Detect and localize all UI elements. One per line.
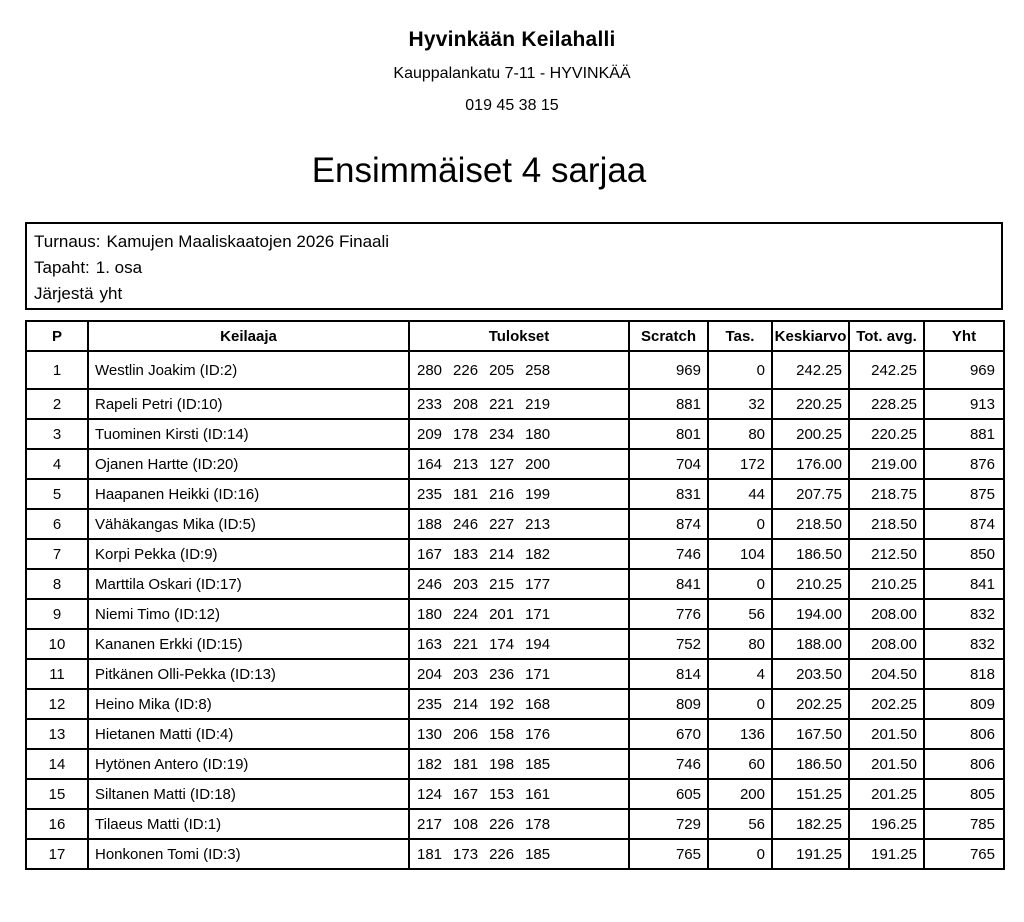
game-score: 213 — [525, 515, 551, 533]
yht-cell: 832 — [924, 599, 1004, 629]
table-header-row — [26, 321, 1004, 351]
tas-cell: 136 — [708, 719, 772, 749]
venue-phone: 019 45 38 15 — [465, 97, 559, 114]
game-score: 177 — [525, 575, 551, 593]
avg-cell: 242.25 — [772, 351, 849, 389]
game-score: 213 — [453, 455, 479, 473]
game-score: 167 — [453, 785, 479, 803]
avg-cell: 200.25 — [772, 419, 849, 449]
results-table — [25, 320, 1005, 870]
games-cell — [409, 569, 629, 599]
result-row-16 — [26, 809, 1004, 839]
pos-cell: 14 — [26, 749, 88, 779]
yht-cell: 832 — [924, 629, 1004, 659]
game-score: 280 — [417, 361, 443, 379]
avg-cell: 186.50 — [772, 749, 849, 779]
tot_avg-cell: 228.25 — [849, 389, 924, 419]
name-cell: Honkonen Tomi (ID:3) — [88, 839, 409, 869]
scratch-cell: 746 — [629, 749, 708, 779]
column-header-scratch: Scratch — [629, 321, 708, 351]
name-cell: Ojanen Hartte (ID:20) — [88, 449, 409, 479]
pos-cell: 6 — [26, 509, 88, 539]
game-score: 205 — [489, 361, 515, 379]
result-row-12 — [26, 689, 1004, 719]
games-cell — [409, 659, 629, 689]
game-score: 221 — [453, 635, 479, 653]
game-score: 176 — [525, 725, 551, 743]
game-score: 124 — [417, 785, 443, 803]
column-header-pos: P — [26, 321, 88, 351]
result-row-15 — [26, 779, 1004, 809]
tot_avg-cell: 208.00 — [849, 599, 924, 629]
name-cell: Heino Mika (ID:8) — [88, 689, 409, 719]
tas-cell: 80 — [708, 419, 772, 449]
tas-cell: 0 — [708, 839, 772, 869]
venue-name: Hyvinkään Keilahalli — [408, 28, 616, 51]
games-cell — [409, 719, 629, 749]
tot_avg-cell: 219.00 — [849, 449, 924, 479]
game-score: 226 — [453, 361, 479, 379]
game-score: 214 — [489, 545, 515, 563]
avg-cell: 176.00 — [772, 449, 849, 479]
game-score: 153 — [489, 785, 515, 803]
game-score: 181 — [417, 845, 443, 863]
game-score: 174 — [489, 635, 515, 653]
result-row-3 — [26, 419, 1004, 449]
scratch-cell: 969 — [629, 351, 708, 389]
info-label-turnaus: Turnaus: — [34, 232, 101, 251]
game-score: 217 — [417, 815, 443, 833]
game-score: 235 — [417, 485, 443, 503]
games-cell — [409, 839, 629, 869]
name-cell: Korpi Pekka (ID:9) — [88, 539, 409, 569]
game-score: 178 — [525, 815, 551, 833]
tot_avg-cell: 218.75 — [849, 479, 924, 509]
yht-cell: 876 — [924, 449, 1004, 479]
name-cell: Tuominen Kirsti (ID:14) — [88, 419, 409, 449]
name-cell: Pitkänen Olli-Pekka (ID:13) — [88, 659, 409, 689]
column-header-yht: Yht — [924, 321, 1004, 351]
tas-cell: 60 — [708, 749, 772, 779]
column-header-games: Tulokset — [409, 321, 629, 351]
avg-cell: 188.00 — [772, 629, 849, 659]
scratch-cell: 831 — [629, 479, 708, 509]
game-score: 236 — [489, 665, 515, 683]
tas-cell: 4 — [708, 659, 772, 689]
game-score: 158 — [489, 725, 515, 743]
pos-cell: 13 — [26, 719, 88, 749]
game-score: 208 — [453, 395, 479, 413]
tas-cell: 104 — [708, 539, 772, 569]
pos-cell: 7 — [26, 539, 88, 569]
avg-cell: 202.25 — [772, 689, 849, 719]
tot_avg-cell: 201.50 — [849, 749, 924, 779]
game-score: 200 — [525, 455, 551, 473]
game-score: 127 — [489, 455, 515, 473]
result-row-4 — [26, 449, 1004, 479]
game-score: 258 — [525, 361, 551, 379]
yht-cell: 765 — [924, 839, 1004, 869]
tas-cell: 0 — [708, 509, 772, 539]
name-cell: Haapanen Heikki (ID:16) — [88, 479, 409, 509]
tas-cell: 56 — [708, 809, 772, 839]
result-row-13 — [26, 719, 1004, 749]
games-cell — [409, 629, 629, 659]
pos-cell: 5 — [26, 479, 88, 509]
game-score: 180 — [525, 425, 551, 443]
tas-cell: 44 — [708, 479, 772, 509]
pos-cell: 12 — [26, 689, 88, 719]
report-title: Ensimmäiset 4 sarjaa — [311, 151, 647, 190]
scratch-cell: 752 — [629, 629, 708, 659]
game-score: 183 — [453, 545, 479, 563]
tot_avg-cell: 212.50 — [849, 539, 924, 569]
game-score: 221 — [489, 395, 515, 413]
game-score: 199 — [525, 485, 551, 503]
scratch-cell: 746 — [629, 539, 708, 569]
tot_avg-cell: 218.50 — [849, 509, 924, 539]
games-cell — [409, 689, 629, 719]
game-score: 181 — [453, 755, 479, 773]
pos-cell: 1 — [26, 351, 88, 389]
tot_avg-cell: 202.25 — [849, 689, 924, 719]
game-score: 164 — [417, 455, 443, 473]
result-row-14 — [26, 749, 1004, 779]
game-score: 185 — [525, 755, 551, 773]
result-row-6 — [26, 509, 1004, 539]
game-score: 246 — [453, 515, 479, 533]
yht-cell: 818 — [924, 659, 1004, 689]
avg-cell: 210.25 — [772, 569, 849, 599]
games-cell — [409, 449, 629, 479]
avg-cell: 203.50 — [772, 659, 849, 689]
game-score: 163 — [417, 635, 443, 653]
name-cell: Tilaeus Matti (ID:1) — [88, 809, 409, 839]
tas-cell: 0 — [708, 351, 772, 389]
name-cell: Kananen Erkki (ID:15) — [88, 629, 409, 659]
result-row-9 — [26, 599, 1004, 629]
games-cell — [409, 749, 629, 779]
pos-cell: 8 — [26, 569, 88, 599]
yht-cell: 806 — [924, 719, 1004, 749]
game-score: 188 — [417, 515, 443, 533]
tot_avg-cell: 208.00 — [849, 629, 924, 659]
tot_avg-cell: 220.25 — [849, 419, 924, 449]
yht-cell: 785 — [924, 809, 1004, 839]
result-row-8 — [26, 569, 1004, 599]
pos-cell: 9 — [26, 599, 88, 629]
game-score: 171 — [525, 665, 551, 683]
tas-cell: 172 — [708, 449, 772, 479]
yht-cell: 881 — [924, 419, 1004, 449]
venue-address: Kauppalankatu 7-11 - HYVINKÄÄ — [393, 65, 631, 82]
game-score: 227 — [489, 515, 515, 533]
yht-cell: 809 — [924, 689, 1004, 719]
tot_avg-cell: 196.25 — [849, 809, 924, 839]
game-score: 178 — [453, 425, 479, 443]
pos-cell: 2 — [26, 389, 88, 419]
scratch-cell: 841 — [629, 569, 708, 599]
game-score: 235 — [417, 695, 443, 713]
info-value-tapaht: 1. osa — [95, 258, 143, 277]
game-score: 181 — [453, 485, 479, 503]
games-cell — [409, 419, 629, 449]
game-score: 214 — [453, 695, 479, 713]
pos-cell: 17 — [26, 839, 88, 869]
info-line-jarjesta — [34, 281, 993, 307]
tas-cell: 32 — [708, 389, 772, 419]
result-row-1 — [26, 351, 1004, 389]
pos-cell: 10 — [26, 629, 88, 659]
info-line-turnaus — [34, 229, 993, 255]
tas-cell: 56 — [708, 599, 772, 629]
info-value-turnaus: Kamujen Maaliskaatojen 2026 Finaali — [106, 232, 390, 251]
games-cell — [409, 779, 629, 809]
column-header-tot_avg: Tot. avg. — [849, 321, 924, 351]
result-row-11 — [26, 659, 1004, 689]
tot_avg-cell: 242.25 — [849, 351, 924, 389]
yht-cell: 913 — [924, 389, 1004, 419]
name-cell: Hytönen Antero (ID:19) — [88, 749, 409, 779]
avg-cell: 218.50 — [772, 509, 849, 539]
game-score: 219 — [525, 395, 551, 413]
pos-cell: 11 — [26, 659, 88, 689]
game-score: 206 — [453, 725, 479, 743]
name-cell: Niemi Timo (ID:12) — [88, 599, 409, 629]
yht-cell: 875 — [924, 479, 1004, 509]
yht-cell: 969 — [924, 351, 1004, 389]
avg-cell: 151.25 — [772, 779, 849, 809]
avg-cell: 194.00 — [772, 599, 849, 629]
yht-cell: 874 — [924, 509, 1004, 539]
yht-cell: 805 — [924, 779, 1004, 809]
name-cell: Hietanen Matti (ID:4) — [88, 719, 409, 749]
info-label-jarjesta: Järjestä — [34, 284, 94, 303]
pos-cell: 4 — [26, 449, 88, 479]
games-cell — [409, 539, 629, 569]
game-score: 130 — [417, 725, 443, 743]
name-cell: Marttila Oskari (ID:17) — [88, 569, 409, 599]
yht-cell: 806 — [924, 749, 1004, 779]
scratch-cell: 881 — [629, 389, 708, 419]
tot_avg-cell: 210.25 — [849, 569, 924, 599]
result-row-5 — [26, 479, 1004, 509]
name-cell: Rapeli Petri (ID:10) — [88, 389, 409, 419]
avg-cell: 191.25 — [772, 839, 849, 869]
game-score: 216 — [489, 485, 515, 503]
game-score: 226 — [489, 815, 515, 833]
tas-cell: 200 — [708, 779, 772, 809]
pos-cell: 3 — [26, 419, 88, 449]
game-score: 108 — [453, 815, 479, 833]
result-row-10 — [26, 629, 1004, 659]
scratch-cell: 729 — [629, 809, 708, 839]
game-score: 194 — [525, 635, 551, 653]
scratch-cell: 809 — [629, 689, 708, 719]
result-row-17 — [26, 839, 1004, 869]
pos-cell: 16 — [26, 809, 88, 839]
tot_avg-cell: 201.50 — [849, 719, 924, 749]
game-score: 161 — [525, 785, 551, 803]
game-score: 246 — [417, 575, 443, 593]
game-score: 201 — [489, 605, 515, 623]
game-score: 192 — [489, 695, 515, 713]
games-cell — [409, 479, 629, 509]
scratch-cell: 670 — [629, 719, 708, 749]
pos-cell: 15 — [26, 779, 88, 809]
report-header — [0, 0, 1024, 191]
info-value-jarjesta: yht — [99, 284, 123, 303]
column-header-name: Keilaaja — [88, 321, 409, 351]
avg-cell: 220.25 — [772, 389, 849, 419]
tot_avg-cell: 201.25 — [849, 779, 924, 809]
scratch-cell: 801 — [629, 419, 708, 449]
game-score: 203 — [453, 575, 479, 593]
scratch-cell: 605 — [629, 779, 708, 809]
games-cell — [409, 351, 629, 389]
tot_avg-cell: 191.25 — [849, 839, 924, 869]
name-cell: Siltanen Matti (ID:18) — [88, 779, 409, 809]
game-score: 168 — [525, 695, 551, 713]
scratch-cell: 704 — [629, 449, 708, 479]
scratch-cell: 776 — [629, 599, 708, 629]
name-cell: Vähäkangas Mika (ID:5) — [88, 509, 409, 539]
game-score: 226 — [489, 845, 515, 863]
games-cell — [409, 599, 629, 629]
games-cell — [409, 809, 629, 839]
avg-cell: 207.75 — [772, 479, 849, 509]
tournament-info-box — [25, 222, 1003, 310]
results-table-body — [26, 351, 1004, 869]
yht-cell: 841 — [924, 569, 1004, 599]
game-score: 198 — [489, 755, 515, 773]
game-score: 204 — [417, 665, 443, 683]
result-row-7 — [26, 539, 1004, 569]
tas-cell: 0 — [708, 689, 772, 719]
tas-cell: 80 — [708, 629, 772, 659]
column-header-avg: Keskiarvo — [772, 321, 849, 351]
game-score: 234 — [489, 425, 515, 443]
game-score: 182 — [525, 545, 551, 563]
scratch-cell: 814 — [629, 659, 708, 689]
games-cell — [409, 389, 629, 419]
avg-cell: 167.50 — [772, 719, 849, 749]
info-line-tapaht — [34, 255, 993, 281]
game-score: 182 — [417, 755, 443, 773]
column-header-tas: Tas. — [708, 321, 772, 351]
tas-cell: 0 — [708, 569, 772, 599]
game-score: 224 — [453, 605, 479, 623]
games-cell — [409, 509, 629, 539]
game-score: 233 — [417, 395, 443, 413]
scratch-cell: 874 — [629, 509, 708, 539]
game-score: 209 — [417, 425, 443, 443]
scratch-cell: 765 — [629, 839, 708, 869]
tot_avg-cell: 204.50 — [849, 659, 924, 689]
game-score: 171 — [525, 605, 551, 623]
yht-cell: 850 — [924, 539, 1004, 569]
avg-cell: 186.50 — [772, 539, 849, 569]
info-label-tapaht: Tapaht: — [34, 258, 90, 277]
game-score: 180 — [417, 605, 443, 623]
result-row-2 — [26, 389, 1004, 419]
game-score: 185 — [525, 845, 551, 863]
game-score: 215 — [489, 575, 515, 593]
avg-cell: 182.25 — [772, 809, 849, 839]
name-cell: Westlin Joakim (ID:2) — [88, 351, 409, 389]
game-score: 173 — [453, 845, 479, 863]
game-score: 203 — [453, 665, 479, 683]
game-score: 167 — [417, 545, 443, 563]
